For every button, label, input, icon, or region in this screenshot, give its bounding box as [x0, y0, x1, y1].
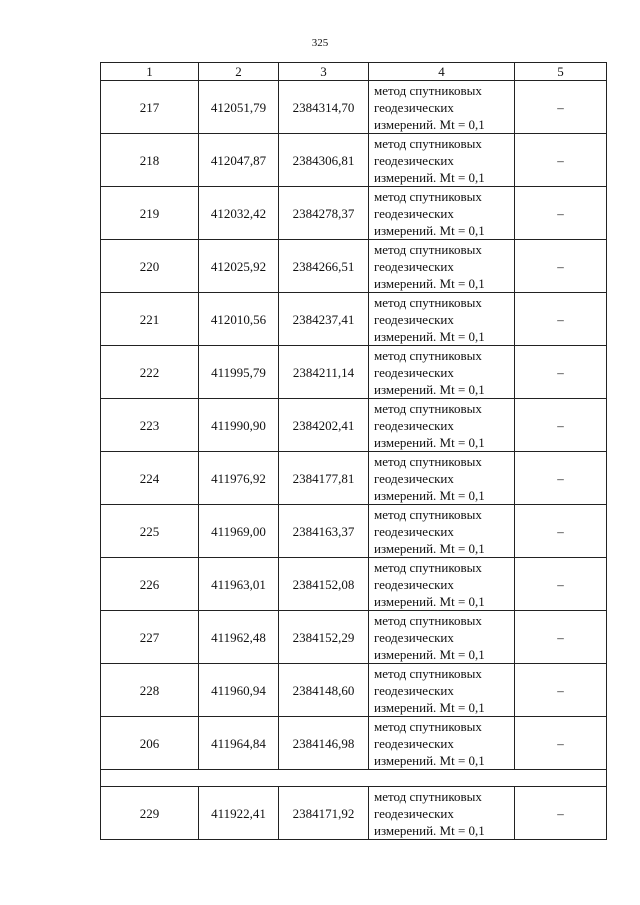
method-line: геодезических	[374, 735, 454, 751]
method-line: метод спутниковых	[374, 400, 482, 416]
method-line: метод спутниковых	[374, 665, 482, 681]
table-row	[101, 717, 607, 770]
x-coordinate-cell: 411995,79	[199, 346, 279, 399]
method-line: метод спутниковых	[374, 453, 482, 469]
column-5-cell: –	[515, 187, 607, 240]
empty-separator-row	[101, 770, 607, 787]
method-line: измерений. Mt = 0,1	[374, 822, 485, 838]
point-number-cell: 217	[101, 81, 199, 134]
y-coordinate-cell: 2384211,14	[279, 346, 369, 399]
x-coordinate-cell: 412010,56	[199, 293, 279, 346]
method-line: метод спутниковых	[374, 559, 482, 575]
table-row	[101, 611, 607, 664]
header-cell-1: 1	[101, 63, 199, 81]
x-coordinate-cell: 411963,01	[199, 558, 279, 611]
method-line: метод спутниковых	[374, 135, 482, 151]
method-line: измерений. Mt = 0,1	[374, 381, 485, 397]
method-cell	[369, 346, 515, 399]
x-coordinate-cell: 412025,92	[199, 240, 279, 293]
table-row	[101, 134, 607, 187]
header-cell-5: 5	[515, 63, 607, 81]
column-5-cell: –	[515, 240, 607, 293]
column-5-cell: –	[515, 664, 607, 717]
method-line: геодезических	[374, 523, 454, 539]
method-cell	[369, 787, 515, 840]
y-coordinate-cell: 2384152,08	[279, 558, 369, 611]
column-5-cell: –	[515, 717, 607, 770]
column-5-cell: –	[515, 611, 607, 664]
x-coordinate-cell: 411990,90	[199, 399, 279, 452]
point-number-cell: 221	[101, 293, 199, 346]
method-cell	[369, 452, 515, 505]
table-row	[101, 505, 607, 558]
point-number-cell: 220	[101, 240, 199, 293]
table-row	[101, 664, 607, 717]
header-cell-4: 4	[369, 63, 515, 81]
y-coordinate-cell: 2384148,60	[279, 664, 369, 717]
method-line: метод спутниковых	[374, 506, 482, 522]
method-cell	[369, 187, 515, 240]
column-5-cell: –	[515, 787, 607, 840]
method-line: измерений. Mt = 0,1	[374, 275, 485, 291]
method-line: геодезических	[374, 364, 454, 380]
method-cell	[369, 664, 515, 717]
table-row	[101, 399, 607, 452]
method-line: измерений. Mt = 0,1	[374, 169, 485, 185]
y-coordinate-cell: 2384152,29	[279, 611, 369, 664]
y-coordinate-cell: 2384177,81	[279, 452, 369, 505]
method-line: метод спутниковых	[374, 612, 482, 628]
method-line: геодезических	[374, 258, 454, 274]
method-line: геодезических	[374, 682, 454, 698]
method-line: измерений. Mt = 0,1	[374, 752, 485, 768]
method-line: измерений. Mt = 0,1	[374, 593, 485, 609]
point-number-cell: 222	[101, 346, 199, 399]
column-5-cell: –	[515, 505, 607, 558]
table-row	[101, 787, 607, 840]
method-line: метод спутниковых	[374, 788, 482, 804]
empty-separator-cell	[101, 770, 607, 787]
point-number-cell: 226	[101, 558, 199, 611]
method-line: метод спутниковых	[374, 347, 482, 363]
method-cell	[369, 611, 515, 664]
point-number-cell: 206	[101, 717, 199, 770]
table-row	[101, 187, 607, 240]
method-line: геодезических	[374, 805, 454, 821]
method-line: метод спутниковых	[374, 718, 482, 734]
point-number-cell: 227	[101, 611, 199, 664]
column-5-cell: –	[515, 399, 607, 452]
method-line: измерений. Mt = 0,1	[374, 116, 485, 132]
method-line: геодезических	[374, 311, 454, 327]
column-5-cell: –	[515, 293, 607, 346]
column-5-cell: –	[515, 558, 607, 611]
x-coordinate-cell: 411969,00	[199, 505, 279, 558]
y-coordinate-cell: 2384306,81	[279, 134, 369, 187]
point-number-cell: 225	[101, 505, 199, 558]
column-5-cell: –	[515, 346, 607, 399]
method-cell	[369, 81, 515, 134]
table-row	[101, 240, 607, 293]
method-line: измерений. Mt = 0,1	[374, 487, 485, 503]
column-5-cell: –	[515, 81, 607, 134]
method-line: геодезических	[374, 99, 454, 115]
method-line: измерений. Mt = 0,1	[374, 434, 485, 450]
x-coordinate-cell: 412032,42	[199, 187, 279, 240]
method-line: метод спутниковых	[374, 294, 482, 310]
method-line: измерений. Mt = 0,1	[374, 328, 485, 344]
x-coordinate-cell: 411962,48	[199, 611, 279, 664]
coordinates-table	[100, 62, 607, 840]
method-line: метод спутниковых	[374, 82, 482, 98]
point-number-cell: 223	[101, 399, 199, 452]
method-line: геодезических	[374, 629, 454, 645]
method-line: геодезических	[374, 152, 454, 168]
method-cell	[369, 399, 515, 452]
header-cell-2: 2	[199, 63, 279, 81]
method-line: измерений. Mt = 0,1	[374, 540, 485, 556]
table-header-row	[101, 63, 607, 81]
method-line: геодезических	[374, 417, 454, 433]
x-coordinate-cell: 411964,84	[199, 717, 279, 770]
method-line: геодезических	[374, 576, 454, 592]
y-coordinate-cell: 2384202,41	[279, 399, 369, 452]
x-coordinate-cell: 411976,92	[199, 452, 279, 505]
y-coordinate-cell: 2384314,70	[279, 81, 369, 134]
method-line: метод спутниковых	[374, 241, 482, 257]
point-number-cell: 229	[101, 787, 199, 840]
point-number-cell: 228	[101, 664, 199, 717]
x-coordinate-cell: 411922,41	[199, 787, 279, 840]
column-5-cell: –	[515, 134, 607, 187]
method-line: геодезических	[374, 470, 454, 486]
y-coordinate-cell: 2384237,41	[279, 293, 369, 346]
method-line: измерений. Mt = 0,1	[374, 222, 485, 238]
method-line: измерений. Mt = 0,1	[374, 699, 485, 715]
table-row	[101, 81, 607, 134]
method-cell	[369, 240, 515, 293]
table-row	[101, 558, 607, 611]
page-number: 325	[311, 37, 329, 49]
y-coordinate-cell: 2384266,51	[279, 240, 369, 293]
method-cell	[369, 558, 515, 611]
column-5-cell: –	[515, 452, 607, 505]
method-cell	[369, 293, 515, 346]
y-coordinate-cell: 2384146,98	[279, 717, 369, 770]
method-line: геодезических	[374, 205, 454, 221]
x-coordinate-cell: 412047,87	[199, 134, 279, 187]
header-cell-3: 3	[279, 63, 369, 81]
method-line: измерений. Mt = 0,1	[374, 646, 485, 662]
point-number-cell: 218	[101, 134, 199, 187]
x-coordinate-cell: 412051,79	[199, 81, 279, 134]
y-coordinate-cell: 2384278,37	[279, 187, 369, 240]
table-row	[101, 293, 607, 346]
point-number-cell: 219	[101, 187, 199, 240]
method-cell	[369, 134, 515, 187]
method-line: метод спутниковых	[374, 188, 482, 204]
y-coordinate-cell: 2384163,37	[279, 505, 369, 558]
table-row	[101, 452, 607, 505]
x-coordinate-cell: 411960,94	[199, 664, 279, 717]
method-cell	[369, 505, 515, 558]
table-row	[101, 346, 607, 399]
point-number-cell: 224	[101, 452, 199, 505]
y-coordinate-cell: 2384171,92	[279, 787, 369, 840]
method-cell	[369, 717, 515, 770]
